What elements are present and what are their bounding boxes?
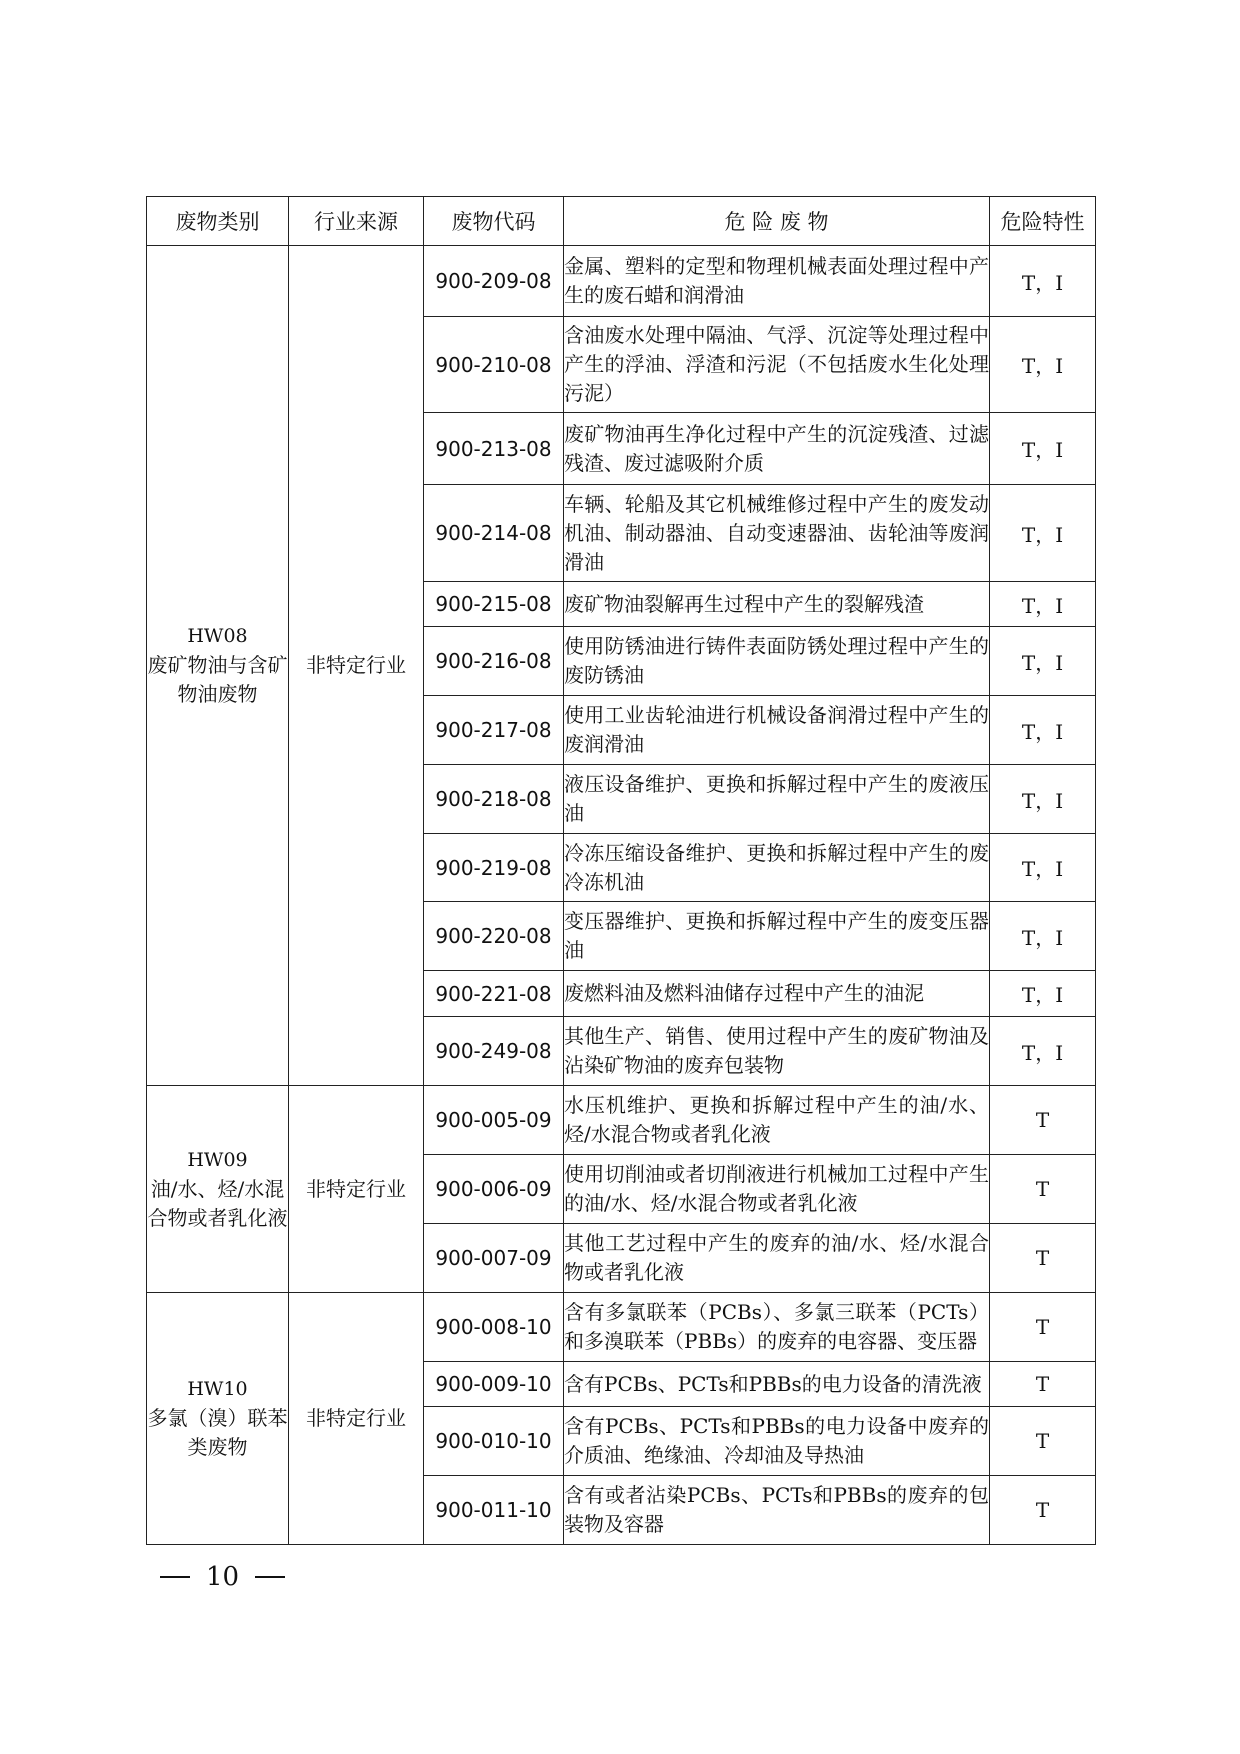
industry-source-cell: 非特定行业 (289, 246, 424, 1086)
hazard-property-cell: T (990, 1293, 1096, 1362)
hazard-property-cell: T (990, 1155, 1096, 1224)
header-row (147, 197, 1096, 246)
waste-description-cell: 车辆、轮船及其它机械维修过程中产生的废发动机油、制动器油、自动变速器油、齿轮油等废润滑油 (564, 485, 990, 582)
hazard-property-cell: T，I (990, 1017, 1096, 1086)
industry-source-cell: 非特定行业 (289, 1086, 424, 1293)
waste-code-cell: 900-221-08 (424, 971, 564, 1017)
table-body (147, 246, 1096, 1545)
waste-description-cell: 含油废水处理中隔油、气浮、沉淀等处理过程中产生的浮油、浮渣和污泥（不包括废水生化处理污泥） (564, 317, 990, 413)
waste-code-cell: 900-219-08 (424, 834, 564, 902)
waste-description-cell: 液压设备维护、更换和拆解过程中产生的废液压油 (564, 765, 990, 834)
footer-dash-left (160, 1576, 190, 1578)
hazard-property-cell: T，I (990, 834, 1096, 902)
waste-code-cell: 900-009-10 (424, 1362, 564, 1407)
category-cell (147, 246, 289, 1086)
waste-code-cell: 900-220-08 (424, 902, 564, 971)
waste-code-cell: 900-006-09 (424, 1155, 564, 1224)
hazard-property-cell: T (990, 1476, 1096, 1545)
waste-code-cell: 900-217-08 (424, 696, 564, 765)
waste-code-cell: 900-008-10 (424, 1293, 564, 1362)
hazard-property-cell: T (990, 1362, 1096, 1407)
waste-code-cell: 900-005-09 (424, 1086, 564, 1155)
waste-code-cell: 900-010-10 (424, 1407, 564, 1476)
waste-description-cell: 水压机维护、更换和拆解过程中产生的油/水、烃/水混合物或者乳化液 (564, 1086, 990, 1155)
hazard-property-cell: T，I (990, 317, 1096, 413)
waste-code-cell: 900-210-08 (424, 317, 564, 413)
hazard-property-cell: T，I (990, 902, 1096, 971)
waste-description-cell: 使用工业齿轮油进行机械设备润滑过程中产生的废润滑油 (564, 696, 990, 765)
hazard-property-cell: T，I (990, 627, 1096, 696)
footer-dash-right (255, 1576, 285, 1578)
hazard-property-cell: T，I (990, 765, 1096, 834)
waste-description-cell: 含有PCBs、PCTs和PBBs的电力设备中废弃的介质油、绝缘油、冷却油及导热油 (564, 1407, 990, 1476)
hazard-property-cell: T (990, 1086, 1096, 1155)
header-source: 行业来源 (289, 197, 424, 246)
category-name: 多氯（溴）联苯类废物 (147, 1406, 288, 1459)
hazard-property-cell: T，I (990, 696, 1096, 765)
waste-code-cell: 900-218-08 (424, 765, 564, 834)
category-cell (147, 1293, 289, 1545)
header-description: 危 险 废 物 (564, 197, 990, 246)
page-footer (160, 1562, 285, 1592)
waste-description-cell: 其他生产、销售、使用过程中产生的废矿物油及沾染矿物油的废弃包装物 (564, 1017, 990, 1086)
hazard-property-cell: T，I (990, 413, 1096, 485)
hazard-property-cell: T (990, 1407, 1096, 1476)
waste-description-cell: 废矿物油裂解再生过程中产生的裂解残渣 (564, 582, 990, 627)
header-code: 废物代码 (424, 197, 564, 246)
waste-code-cell: 900-216-08 (424, 627, 564, 696)
hazard-property-cell: T，I (990, 971, 1096, 1017)
category-name: 废矿物油与含矿物油废物 (147, 653, 288, 706)
waste-description-cell: 含有或者沾染PCBs、PCTs和PBBs的废弃的包装物及容器 (564, 1476, 990, 1545)
waste-description-cell: 使用切削油或者切削液进行机械加工过程中产生的油/水、烃/水混合物或者乳化液 (564, 1155, 990, 1224)
category-cell (147, 1086, 289, 1293)
header-hazard: 危险特性 (990, 197, 1096, 246)
page-number: 10 (206, 1562, 240, 1592)
category-code: HW09 (187, 1148, 248, 1171)
waste-code-cell: 900-249-08 (424, 1017, 564, 1086)
category-code: HW10 (187, 1378, 248, 1400)
header-category: 废物类别 (147, 197, 289, 246)
waste-code-cell: 900-209-08 (424, 246, 564, 317)
waste-description-cell: 其他工艺过程中产生的废弃的油/水、烃/水混合物或者乳化液 (564, 1224, 990, 1293)
waste-description-cell: 含有PCBs、PCTs和PBBs的电力设备的清洗液 (564, 1362, 990, 1407)
waste-code-cell: 900-011-10 (424, 1476, 564, 1545)
table-row (147, 246, 1096, 317)
hazard-property-cell: T，I (990, 246, 1096, 317)
waste-description-cell: 使用防锈油进行铸件表面防锈处理过程中产生的废防锈油 (564, 627, 990, 696)
waste-description-cell: 金属、塑料的定型和物理机械表面处理过程中产生的废石蜡和润滑油 (564, 246, 990, 317)
waste-description-cell: 废燃料油及燃料油储存过程中产生的油泥 (564, 971, 990, 1017)
category-code: HW08 (187, 625, 248, 647)
waste-code-cell: 900-213-08 (424, 413, 564, 485)
waste-description-cell: 变压器维护、更换和拆解过程中产生的废变压器油 (564, 902, 990, 971)
hazard-property-cell: T (990, 1224, 1096, 1293)
table-row (147, 1293, 1096, 1362)
industry-source-cell: 非特定行业 (289, 1293, 424, 1545)
waste-code-cell: 900-007-09 (424, 1224, 564, 1293)
hazard-property-cell: T，I (990, 582, 1096, 627)
category-name: 油/水、烃/水混合物或者乳化液 (147, 1176, 288, 1230)
waste-description-cell: 含有多氯联苯（PCBs）、多氯三联苯（PCTs）和多溴联苯（PBBs）的废弃的电容器、变压器 (564, 1293, 990, 1362)
waste-description-cell: 冷冻压缩设备维护、更换和拆解过程中产生的废冷冻机油 (564, 834, 990, 902)
waste-description-cell: 废矿物油再生净化过程中产生的沉淀残渣、过滤残渣、废过滤吸附介质 (564, 413, 990, 485)
waste-code-cell: 900-215-08 (424, 582, 564, 627)
table-row (147, 1086, 1096, 1155)
waste-table (146, 196, 1096, 1545)
waste-code-cell: 900-214-08 (424, 485, 564, 582)
hazard-property-cell: T，I (990, 485, 1096, 582)
